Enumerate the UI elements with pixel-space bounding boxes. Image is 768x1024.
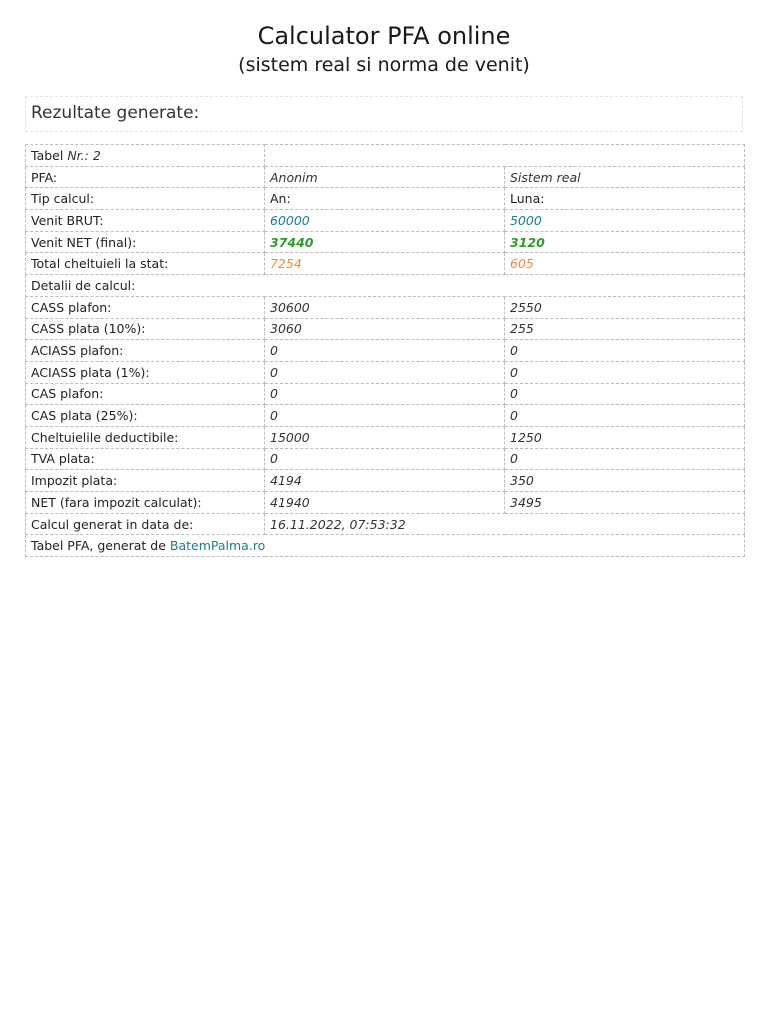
tabel-number: Nr.: 2: [67, 147, 101, 163]
tip-label: Tip calcul:: [26, 188, 265, 210]
row-an: 0: [265, 383, 505, 405]
detalii-label: Detalii de calcul:: [26, 275, 745, 297]
table-row-detalii: [26, 275, 745, 297]
table-row: [26, 340, 745, 362]
row-label: TVA plata:: [26, 448, 265, 470]
row-label: ACIASS plafon:: [26, 340, 265, 362]
row-luna: 0: [505, 448, 745, 470]
row-label: Impozit plata:: [26, 470, 265, 492]
row-label: Cheltuielile deductibile:: [26, 426, 265, 448]
tip-luna: Luna:: [505, 188, 745, 210]
footer-cell: [26, 535, 745, 557]
table-row: [26, 296, 745, 318]
tabel-number-cell: [26, 145, 265, 167]
table-row: [26, 492, 745, 514]
table-row: [26, 318, 745, 340]
row-an: 0: [265, 361, 505, 383]
table-row: [26, 470, 745, 492]
table-row: [26, 405, 745, 427]
table-row-net: [26, 231, 745, 253]
row-an: 3060: [265, 318, 505, 340]
row-an: 30600: [265, 296, 505, 318]
table-row-footer: [26, 535, 745, 557]
row-luna: 2550: [505, 296, 745, 318]
date-value: 16.11.2022, 07:53:32: [265, 513, 745, 535]
stat-label: Total cheltuieli la stat:: [26, 253, 265, 275]
brut-luna: 5000: [505, 210, 745, 232]
tabel-prefix: Tabel: [31, 147, 68, 163]
results-box: [25, 96, 743, 132]
net-label: Venit NET (final):: [26, 231, 265, 253]
row-luna: 0: [505, 361, 745, 383]
row-an: 15000: [265, 426, 505, 448]
row-an: 0: [265, 448, 505, 470]
empty-cell: [265, 145, 745, 167]
page-title: Calculator PFA online: [257, 22, 511, 50]
table-row: [26, 448, 745, 470]
tip-an: An:: [265, 188, 505, 210]
row-luna: 3495: [505, 492, 745, 514]
row-label: CASS plata (10%):: [26, 318, 265, 340]
table-row: [26, 383, 745, 405]
net-luna: 3120: [505, 231, 745, 253]
row-luna: 1250: [505, 426, 745, 448]
net-an: 37440: [265, 231, 505, 253]
pfa-name: Anonim: [265, 166, 505, 188]
brut-an: 60000: [265, 210, 505, 232]
table-row-tip: [26, 188, 745, 210]
row-an: 41940: [265, 492, 505, 514]
pfa-label: PFA:: [26, 166, 265, 188]
row-luna: 350: [505, 470, 745, 492]
row-label: CAS plata (25%):: [26, 405, 265, 427]
date-label: Calcul generat in data de:: [26, 513, 265, 535]
pfa-results-table: [25, 144, 745, 557]
row-luna: 0: [505, 383, 745, 405]
row-an: 0: [265, 340, 505, 362]
row-label: CAS plafon:: [26, 383, 265, 405]
row-an: 0: [265, 405, 505, 427]
table-row-tabel: [26, 145, 745, 167]
stat-an: 7254: [265, 253, 505, 275]
table-row-date: [26, 513, 745, 535]
row-luna: 255: [505, 318, 745, 340]
table-row-pfa: [26, 166, 745, 188]
stat-luna: 605: [505, 253, 745, 275]
row-label: NET (fara impozit calculat):: [26, 492, 265, 514]
brut-label: Venit BRUT:: [26, 210, 265, 232]
batempalma-link[interactable]: BatemPalma.ro: [169, 538, 266, 554]
row-luna: 0: [505, 340, 745, 362]
table-row-stat: [26, 253, 745, 275]
row-label: ACIASS plata (1%):: [26, 361, 265, 383]
row-luna: 0: [505, 405, 745, 427]
row-label: CASS plafon:: [26, 296, 265, 318]
page-subtitle: (sistem real si norma de venit): [238, 54, 530, 76]
results-label: Rezultate generate:: [31, 103, 200, 123]
footer-prefix: Tabel PFA, generat de: [31, 538, 170, 554]
row-an: 4194: [265, 470, 505, 492]
pfa-system: Sistem real: [505, 166, 745, 188]
table-row: [26, 426, 745, 448]
table-row: [26, 361, 745, 383]
table-row-brut: [26, 210, 745, 232]
